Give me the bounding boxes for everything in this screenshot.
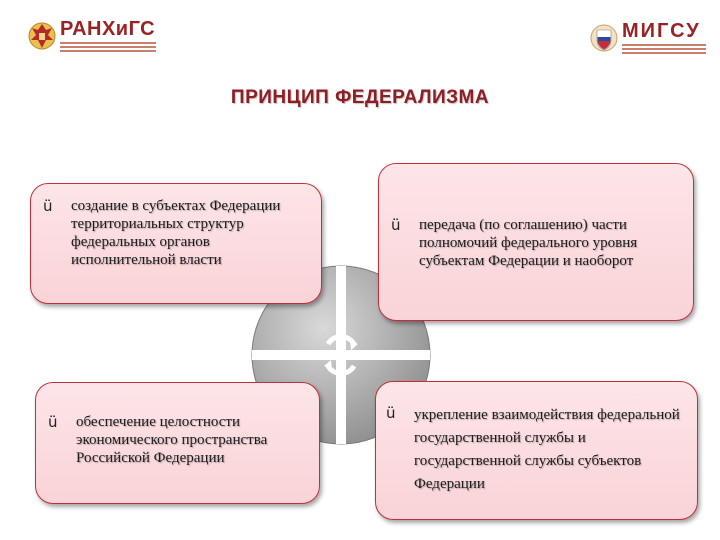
checkmark-icon: ü [386,404,396,422]
migsu-logo [590,18,708,58]
eagle-emblem-icon [28,16,56,56]
checkmark-icon: ü [391,216,401,234]
principle-box-bottom-right [375,381,698,520]
ranepa-logo-name: РАНХиГС [60,18,156,40]
principle-box-bottom-left [35,382,320,504]
principle-text: передача (по соглашению) части полномочий федерального уровня субъектам Федерации и наоборот [419,217,638,269]
shield-emblem-icon [590,18,618,58]
slide-title: ПРИНЦИП ФЕДЕРАЛИЗМА [230,87,490,108]
checkmark-icon: ü [48,413,58,431]
ranepa-logo-subtitle [60,42,156,54]
migsu-logo-subtitle [622,44,706,56]
principle-box-top-right [378,163,694,321]
checkmark-icon: ü [43,197,53,215]
principle-text: укрепление взаимодействия федеральной государственной службы и государственной службы субъектов Федерации [414,407,680,492]
migsu-logo-name: МИГСУ [622,20,701,42]
principle-box-top-left [30,183,322,304]
ranepa-logo [28,16,158,58]
principle-text: создание в субъектах Федерации территориальных структур федеральных органов исполнительной власти [71,198,281,268]
principle-text: обеспечение целостности экономического пространства Российской Федерации [76,414,268,466]
